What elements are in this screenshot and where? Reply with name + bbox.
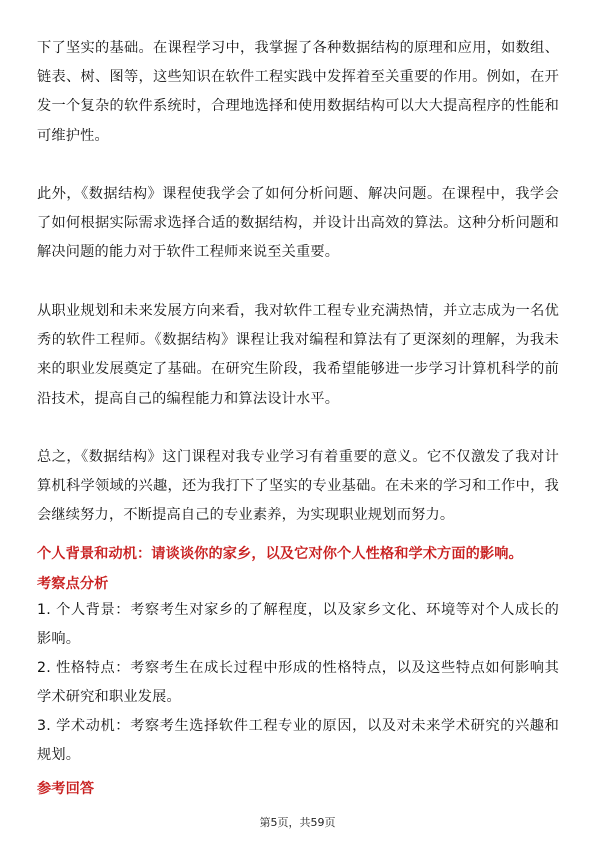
paragraph-text: 此外，《数据结构》课程使我学会了如何分析问题、解决问题。在课程中，我学会了如何根据实际需求选择合适的数据结构，并设计出高效的算法。这种分析问题和解决问题的能力对于软件工程师来说至关重要。 xyxy=(37,186,559,261)
analysis-item: 1. 个人背景：考察考生对家乡的了解程度，以及家乡文化、环境等对个人成长的影响。 xyxy=(37,602,559,647)
reference-heading: 参考回答 xyxy=(37,781,95,797)
analysis-item: 2. 性格特点：考察考生在成长过程中形成的性格特点，以及这些特点如何影响其学术研究和职业发展。 xyxy=(37,660,559,705)
analysis-item: 3. 学术动机：考察考生选择软件工程专业的原因，以及对未来学术研究的兴趣和规划。 xyxy=(37,718,559,763)
paragraph-1 xyxy=(37,34,559,151)
paragraph-text: 从职业规划和未来发展方向来看，我对软件工程专业充满热情，并立志成为一名优秀的软件工程师。《数据结构》课程让我对编程和算法有了更深刻的理解，为我未来的职业发展奠定了基础。在研究生阶段，我希望能够进一步学习计算机科学的前沿技术，提高自己的编程能力和算法设计水平。 xyxy=(37,303,559,407)
page-number: 第5页，共59页 xyxy=(259,816,336,829)
paragraph-3 xyxy=(37,297,559,414)
analysis-heading: 考察点分析 xyxy=(37,576,109,592)
paragraph-2 xyxy=(37,180,559,268)
paragraph-4 xyxy=(37,443,559,531)
question-heading: 个人背景和动机：请谈谈你的家乡，以及它对你个人性格和学术方面的影响。 xyxy=(37,546,523,562)
paragraph-text: 总之，《数据结构》这门课程对我专业学习有着重要的意义。它不仅激发了我对计算机科学领域的兴趣，还为我打下了坚实的专业基础。在未来的学习和工作中，我会继续努力，不断提高自己的专业素养，为实现职业规划而努力。 xyxy=(37,449,559,524)
analysis-list xyxy=(37,596,559,770)
paragraph-text: 下了坚实的基础。在课程学习中，我掌握了各种数据结构的原理和应用，如数组、链表、树、图等，这些知识在软件工程实践中发挥着至关重要的作用。例如，在开发一个复杂的软件系统时，合理地选择和使用数据结构可以大大提高程序的性能和可维护性。 xyxy=(37,40,559,144)
